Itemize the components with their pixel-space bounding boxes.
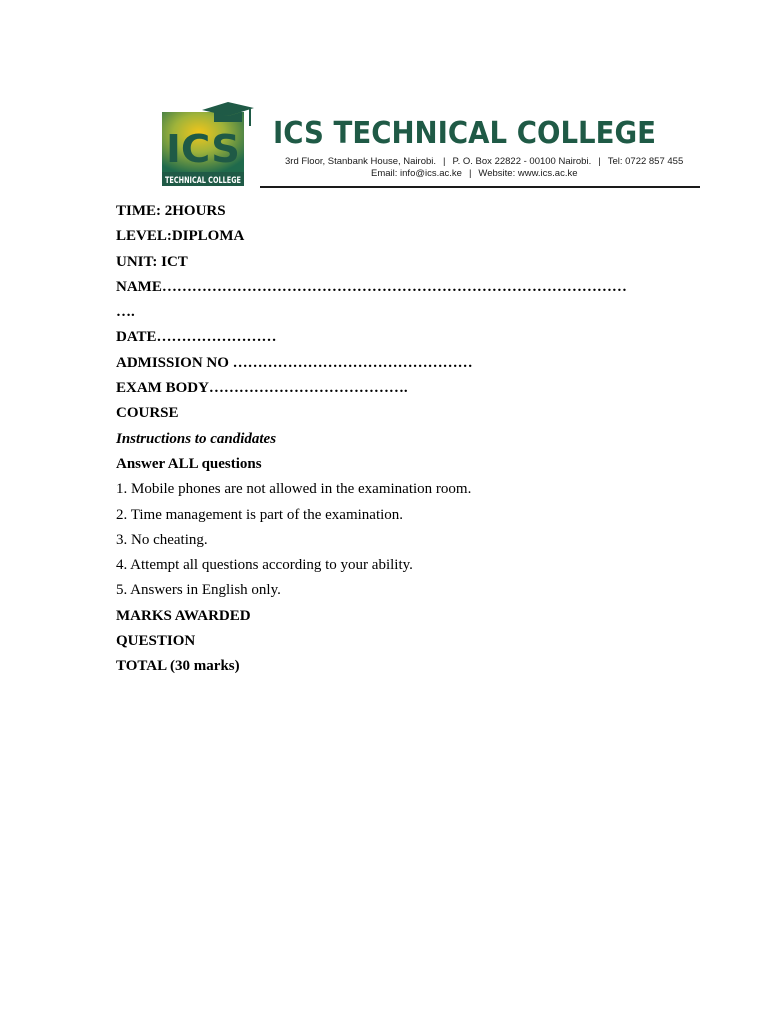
header-rule — [260, 186, 700, 188]
logo-subtext: TECHNICAL COLLEGE — [165, 176, 242, 186]
admission-no-field: ADMISSION NO ………………………………………… — [116, 354, 473, 371]
total-marks: TOTAL (30 marks) — [116, 658, 240, 675]
instructions-heading: Instructions to candidates — [116, 430, 277, 447]
rule-item: 1. Mobile phones are not allowed in the examination room. — [116, 481, 472, 498]
exam-details — [116, 199, 716, 680]
separator: | — [598, 156, 601, 167]
unit-field: UNIT: ICT — [116, 253, 188, 270]
name-field: NAME………………………………………………………………………………… — [116, 278, 627, 295]
address-text: 3rd Floor, Stanbank House, Nairobi. — [285, 156, 437, 167]
separator: | — [443, 156, 446, 167]
contact-line-address — [285, 156, 683, 167]
time-field: TIME: 2HOURS — [116, 203, 226, 219]
tel-text: Tel: 0722 857 455 — [607, 156, 684, 167]
contact-line-web — [371, 168, 578, 179]
letterhead — [162, 100, 702, 192]
email-text: Email: info@ics.ac.ke — [371, 168, 462, 179]
separator: | — [468, 168, 472, 179]
rule-item: 2. Time management is part of the examination. — [116, 506, 404, 523]
course-field: COURSE — [116, 405, 179, 422]
rule-item: 3. No cheating. — [116, 531, 208, 548]
rule-item: 4. Attempt all questions according to your ability. — [116, 557, 413, 574]
logo-letters: ICS — [166, 127, 240, 171]
level-field: LEVEL:DIPLOMA — [116, 228, 245, 245]
ics-logo — [162, 100, 254, 188]
marks-awarded-heading: MARKS AWARDED — [116, 607, 251, 624]
college-name: ICS TECHNICAL COLLEGE — [273, 116, 656, 151]
question-heading: QUESTION — [116, 633, 196, 650]
po-box-text: P. O. Box 22822 - 00100 Nairobi. — [452, 156, 592, 167]
exam-body-field: EXAM BODY…………………………………. — [116, 380, 408, 397]
name-field-continuation: …. — [116, 304, 135, 321]
rule-item: 5. Answers in English only. — [116, 582, 281, 599]
website-text: Website: www.ics.ac.ke — [478, 168, 578, 179]
date-field: DATE…………………… — [116, 329, 277, 346]
answer-all-instruction: Answer ALL questions — [116, 455, 262, 472]
